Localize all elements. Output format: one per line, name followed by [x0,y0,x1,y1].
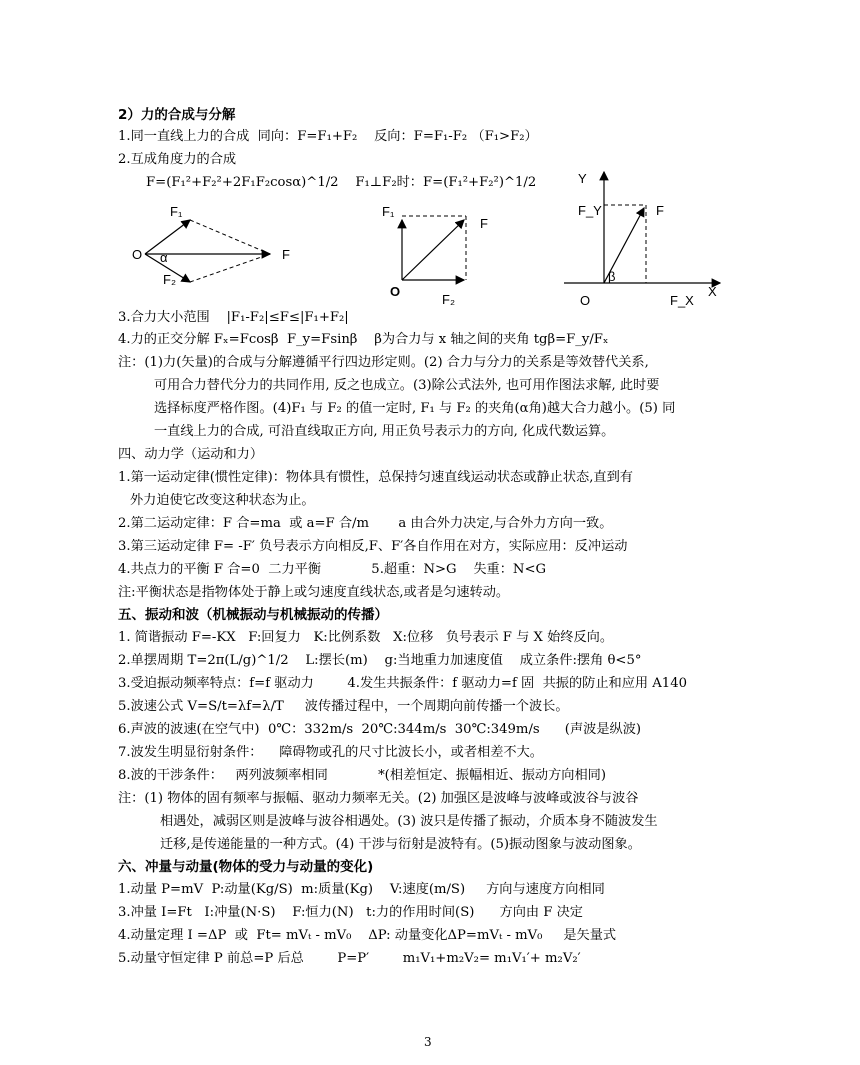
page-number: 3 [424,1035,432,1049]
label-f: F [480,216,488,231]
text-line: 2.互成角度力的合成 [118,152,237,167]
text-line: 外力迫使它改变这种状态为止。 [130,493,315,508]
label-fy: F_Y [578,203,602,218]
note-line: 一直线上力的合成, 可沿直线取正方向, 用正负号表示力的方向, 化成代数运算。 [154,424,615,439]
text-line: 3.受迫振动频率特点：f=f 驱动力 4.发生共振条件：f 驱动力=f 固 共振的防止和应用 A140 [118,676,687,691]
label-f1: F₁ [170,204,183,219]
label-f: F [656,203,664,218]
text-line: 6.声波的波速(在空气中) 0℃：332m/s 20℃:344m/s 30℃:349m/s (声波是纵波) [118,722,642,737]
label-o: O [580,293,591,308]
note-line: 迁移,是传递能量的一种方式。(4) 干涉与衍射是波特有。(5)振动图象与波动图象。 [160,837,641,852]
text-line: 3.冲量 I=Ft I:冲量(N·S) F:恒力(N) t:力的作用时间(S) 方向由 F 决定 [118,905,583,920]
text-line: 1.动量 P=mV P:动量(Kg/S) m:质量(Kg) V:速度(m/S) 方向与速度方向相同 [118,882,605,897]
perpendicular-forces-diagram [380,200,500,305]
text-line: 1.第一运动定律(惯性定律)：物体具有惯性，总保持匀速直线运动状态或静止状态,直到有 [118,470,633,485]
note-line: 注：(1) 物体的固有频率与振幅、驱动力频率无关。(2) 加强区是波峰与波峰或波谷与波谷 [118,791,639,806]
section-heading-force-composition: 2）力的合成与分解 [118,107,236,123]
label-beta: β [608,269,616,284]
note-line: 注：(1)力(矢量)的合成与分解遵循平行四边形定则。(2) 合力与分力的关系是等效替代关系, [118,355,649,370]
text-line: 4.动量定理 I =ΔP 或 Ft= mVₜ - mV₀ ΔP: 动量变化ΔP=mVₜ - mV₀ 是矢量式 [118,928,617,943]
text-line: 3.第三运动定律 F= -F′ 负号表示方向相反,F、F′各自作用在对方，实际应用：反冲运动 [118,539,628,554]
note-line: 选择标度严格作图。(4)F₁ 与 F₂ 的值一定时, F₁ 与 F₂ 的夹角(α角)越大合力越小。(5) 同 [154,401,676,416]
text-line: 7.波发生明显衍射条件： 障碍物或孔的尺寸比波长小，或者相差不大。 [118,745,543,760]
section-heading-dynamics: 四、动力学（运动和力） [118,447,264,462]
label-f: F [282,247,290,262]
force-parallelogram-diagram [130,202,300,297]
text-line: 5.波速公式 V=S/t=λf=λ/T 波传播过程中，一个周期向前传播一个波长。 [118,699,569,714]
label-alpha: α [160,250,168,265]
label-o: O [132,247,143,262]
label-f2: F₂ [442,292,455,305]
formula-line: F=(F₁²+F₂²+2F₁F₂cosα)^1/2 F₁⊥F₂时：F=(F₁²+F₂²)^1/2 [146,175,537,190]
label-y: Y [578,171,587,186]
text-line: 1. 简谐振动 F=-KX F:回复力 K:比例系数 X:位移 负号表示 F 与 X 始终反向。 [118,630,614,645]
note-line: 相遇处，减弱区则是波峰与波谷相遇处。(3) 波只是传播了振动，介质本身不随波发生 [160,814,658,829]
text-line: 3.合力大小范围 |F₁-F₂|≤F≤|F₁+F₂| [118,310,349,325]
section-heading-vibration-waves: 五、振动和波（机械振动与机械振动的传播） [118,607,388,623]
label-f1: F₁ [382,204,395,219]
note-line: 注:平衡状态是指物体处于静上或匀速度直线状态,或者是匀速转动。 [118,585,510,600]
text-line: 1.同一直线上力的合成 同向：F=F₁+F₂ 反向：F=F₁-F₂ （F₁>F₂） [118,129,538,144]
text-line: 5.动量守恒定律 P 前总=P 后总 P=P′ m₁V₁+m₂V₂= m₁V₁′+ m₂V₂′ [118,951,581,966]
section-heading-momentum: 六、冲量与动量(物体的受力与动量的变化) [118,859,374,875]
orthogonal-decomposition-diagram [560,168,730,313]
text-line: 8.波的干涉条件： 两列波频率相同 *(相差恒定、振幅相近、振动方向相同) [118,768,606,783]
text-line: 4.力的正交分解 Fₓ=Fcosβ F_y=Fsinβ β为合力与 x 轴之间的夹角 tgβ=F_y/Fₓ [118,332,609,347]
note-line: 可用合力替代分力的共同作用, 反之也成立。(3)除公式法外, 也可用作图法求解, 此时要 [154,378,660,393]
label-fx: F_X [670,293,694,308]
text-line: 2.第二运动定律：F 合=ma 或 a=F 合/m a 由合外力决定,与合外力方向一致。 [118,516,613,531]
label-x: X [708,284,717,299]
label-f2: F₂ [163,272,176,287]
text-line: 2.单摆周期 T=2π(L/g)^1/2 L:摆长(m) g:当地重力加速度值 成立条件:摆角 θ<5° [118,653,642,668]
text-line: 4.共点力的平衡 F 合=0 二力平衡 5.超重：N>G 失重：N<G [118,562,547,577]
label-o: O [390,284,401,299]
